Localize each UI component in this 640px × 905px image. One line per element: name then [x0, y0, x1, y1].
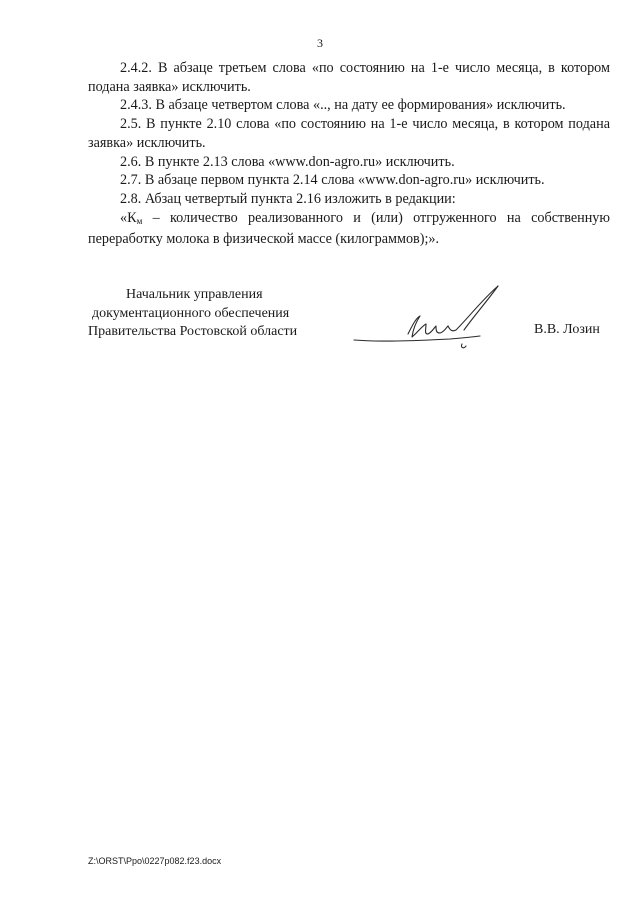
formula-subscript: м: [136, 215, 143, 226]
page-number: 3: [317, 36, 323, 50]
signatory-title-line-1: Начальник управления: [126, 287, 263, 302]
document-body: [88, 59, 610, 249]
signatory-name: В.В. Лозин: [534, 322, 600, 337]
signatory-title-line-2: документационного обеспечения: [92, 305, 290, 321]
paragraph-2-5: 2.5. В пункте 2.10 слова «по состоянию на 1-е число месяца, в котором подана заявка» исключить.: [88, 116, 610, 151]
handwritten-signature: [350, 282, 510, 352]
file-path-footer: Z:\ORST\Ppo\0227p082.f23.docx: [88, 856, 222, 866]
signatory-title: [88, 286, 297, 342]
formula-symbol: «К: [120, 209, 137, 226]
paragraph-2-4-3: 2.4.3. В абзаце четвертом слова «.., на дату ее формирования» исключить.: [120, 97, 566, 114]
paragraph-2-6: 2.6. В пункте 2.13 слова «www.don-agro.ru» исключить.: [120, 153, 455, 170]
paragraph-2-7: 2.7. В абзаце первом пункта 2.14 слова «www.don-agro.ru» исключить.: [120, 172, 545, 189]
paragraph-2-4-2: 2.4.2. В абзаце третьем слова «по состоянию на 1-е число месяца, в котором подана заявка» исключить.: [88, 60, 610, 95]
formula-definition: – количество реализованного и (или) отгруженного на собственную переработку молока в физической массе (килограммов);».: [88, 209, 610, 248]
formula-paragraph: [88, 209, 610, 249]
paragraph-2-8: 2.8. Абзац четвертый пункта 2.16 изложить в редакции:: [120, 190, 456, 207]
signatory-title-line-3: Правительства Ростовской области: [88, 324, 298, 339]
